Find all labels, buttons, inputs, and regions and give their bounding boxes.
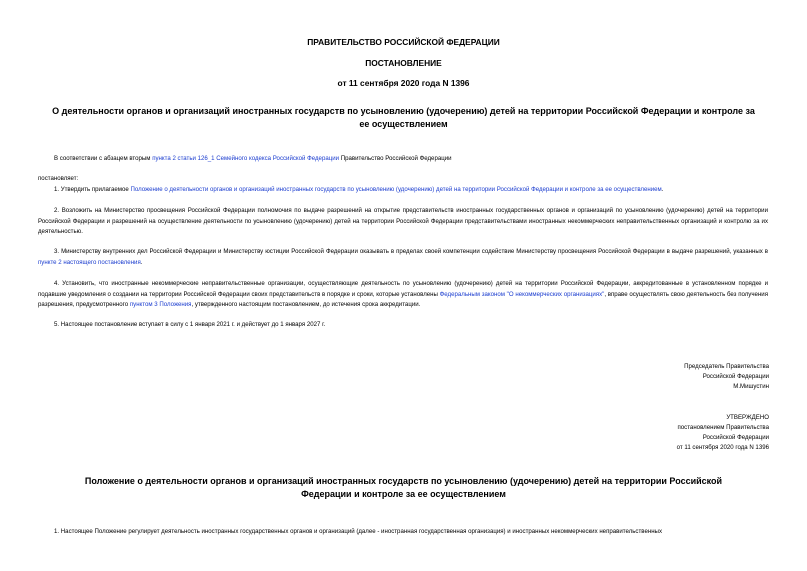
doc-type-heading: ПОСТАНОВЛЕНИЕ [365,58,442,68]
issuer-heading: ПРАВИТЕЛЬСТВО РОССИЙСКОЙ ФЕДЕРАЦИИ [307,37,500,47]
paragraph-2-link[interactable]: пункте 2 настоящего постановления [38,258,141,266]
preamble-text: В соответствии с абзацем вторым [54,155,153,162]
approval-line-3: Российской Федерации [702,434,769,441]
p4-text: 4. Установить, что иностранные некоммерческие неправительственные организации, осуществляющие деятельность по усыновлению (удочерению) детей на территории Российской Федерации, аккредитованные в установленном порядке и подавшие уведомления о создании на территории Российской Федерации своих представительств в порядке и сроки, которые установлены [38,280,768,298]
approval-word: УТВЕРЖДЕНО [726,414,769,421]
regulation-link[interactable]: Положение о деятельности органов и организаций иностранных государств по усыновлению (удочерению) детей на территории Российской Федерации и контроле за ее осуществлением [130,186,662,193]
paragraph-2: 2. Возложить на Министерство просвещения Российской Федерации полномочия по выдаче разрешений на открытие представительств иностранных государственных органов и организаций по усыновлению (удочерению) детей на территории Российской Федерации и разрешений на осуществление деятельности по усыновлению (удочерению) детей на территории Российской Федерации представительствами иностранных некоммерческих неправительственных организаций и контролю за их деятельностью. [38,207,768,235]
preamble-link[interactable]: пункта 2 статьи 126_1 Семейного кодекса Российской Федерации [152,155,340,162]
p3-end: . [140,258,143,266]
federal-law-link[interactable]: Федеральным законом "О некоммерческих организациях" [439,290,605,298]
annex-paragraph-1: 1. Настоящее Положение регулирует деятельность иностранных государственных органов и организаций (далее - иностранная государственная организация) и иностранных некоммерческих неправительственных [54,528,662,535]
annex-title: Положение о деятельности органов и организаций иностранных государств по усыновлению (удочерению) детей на территории Российской Федерации и контроле за ее осуществлением [84,476,723,499]
p1-text: 1. Утвердить прилагаемое [54,186,131,193]
paragraph-4 [38,279,768,311]
paragraph-5: 5. Настоящее постановление вступает в силу с 1 января 2021 г. и действует до 1 января 2027 г. [54,321,326,328]
signature-position: Председатель Правительства [684,363,769,370]
p4-end: , утвержденного настоящим постановлением, до истечения срока аккредитации. [191,301,421,308]
p3-text: 3. Министерству внутренних дел Российской Федерации и Министерству юстиции Российской Федерации оказывать в пределах своей компетенции содействие Министерству просвещения Российской Федерации в выдаче разрешений, указанных в [54,248,768,255]
approval-date: от 11 сентября 2020 года N 1396 [676,444,769,451]
preamble-text-end: Правительство Российской Федерации [339,155,452,162]
approval-line-2: постановлением Правительства [677,424,769,431]
signature-block [684,362,769,392]
decree-word: постановляет: [38,175,79,182]
approval-block [677,413,769,453]
p1-end: . [661,186,664,193]
document-title: О деятельности органов и организаций иностранных государств по усыновлению (удочерению) детей на территории Российской Федерации и контроле за ее осуществлением [52,106,755,129]
p4-text-mid: , вправе осуществлять свою деятельность без получения разрешения, предусмотренного [38,290,768,308]
signature-name: М.Мишустин [733,383,769,390]
preamble [38,154,768,165]
date-number: от 11 сентября 2020 года N 1396 [337,78,470,88]
signature-org: Российской Федерации [702,373,769,380]
paragraph-3 [38,247,768,268]
paragraph-1 [38,185,768,196]
point-3-link[interactable]: пунктом 3 Положения [129,301,192,308]
